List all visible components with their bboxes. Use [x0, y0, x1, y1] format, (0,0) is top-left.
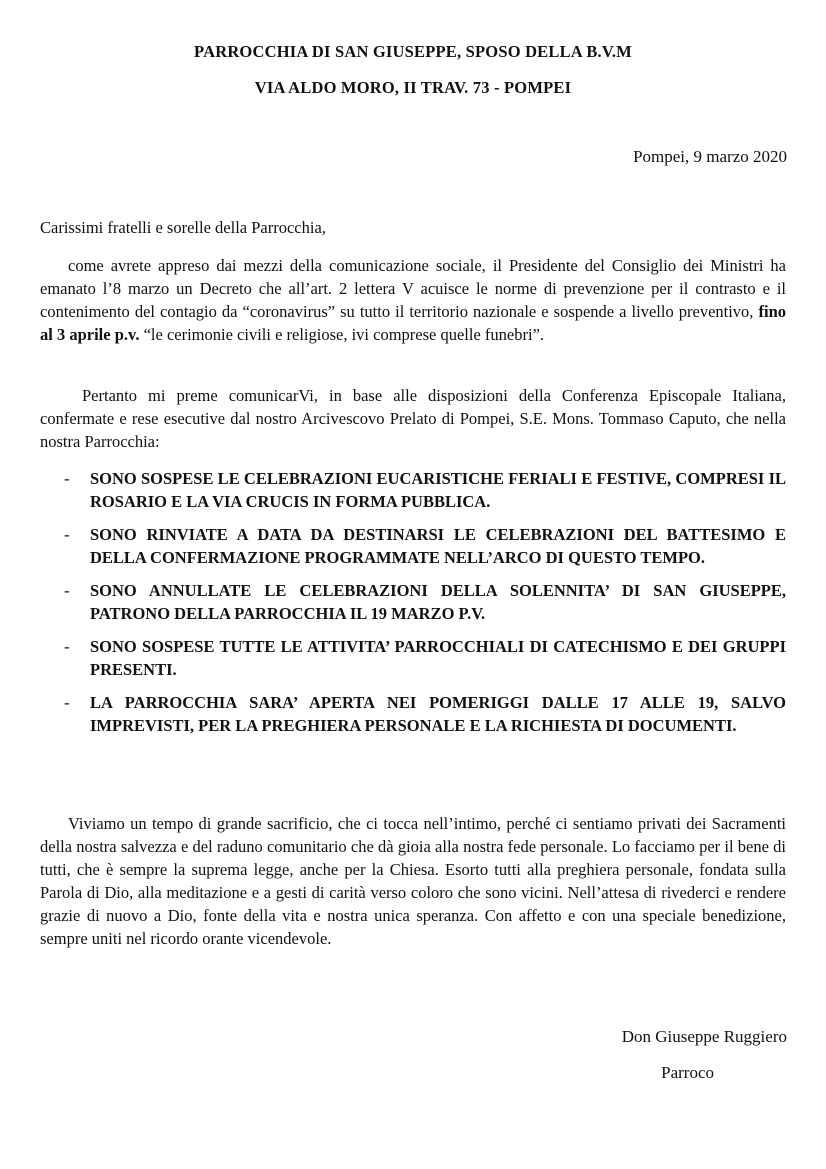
parish-name-heading: PARROCCHIA DI SAN GIUSEPPE, SPOSO DELLA B.V.M: [194, 42, 632, 61]
list-item: [40, 579, 786, 625]
letter-date: Pompei, 9 marzo 2020: [633, 147, 787, 166]
parish-address-heading: VIA ALDO MORO, II TRAV. 73 - POMPEI: [254, 78, 572, 97]
list-item-marker: -: [64, 469, 70, 488]
list-item-marker: -: [64, 525, 70, 544]
paragraph-announcement: Pertanto mi preme comunicarVi, in base alle disposizioni della Conferenza Episcopale Italiana, confermate e rese esecutive dal nostro Arcivescovo Prelato di Pompei, S.E. Mons. Tommaso Caputo, che nella nostra Parrocchia:: [40, 386, 786, 451]
list-item-text: SONO RINVIATE A DATA DA DESTINARSI LE CELEBRAZIONI DEL BATTESIMO E DELLA CONFERMAZIONE PROGRAMMATE NELL’ARCO DI QUESTO TEMPO.: [90, 525, 786, 567]
list-item: [40, 691, 786, 737]
paragraph-decree: [40, 254, 786, 346]
list-item: [40, 467, 786, 513]
paragraph-closing: Viviamo un tempo di grande sacrificio, che ci tocca nell’intimo, perché ci sentiamo privati dei Sacramenti della nostra salvezza e del raduno comunitario che dà gioia alla nostra fede personale. Lo facciamo per il bene di tutti, che è sempre la suprema legge, anche per la Chiesa. Esorto tutti alla preghiera personale, fondata sulla Parola di Dio, alla meditazione e a gesti di carità verso coloro che sono vicini. Nell’attesa di rivederci e rendere grazie di nuovo a Dio, fonte della vita e nostra unica speranza. Con affetto e con una speciale benedizione, sempre uniti nel ricordo orante vicendevole.: [40, 814, 786, 948]
paragraph-decree-text-end: “le cerimonie civili e religiose, ivi comprese quelle funebri”.: [139, 325, 545, 344]
paragraph-decree-bold-date: fino al 3 aprile p.v.: [40, 302, 786, 344]
list-item-text: SONO SOSPESE LE CELEBRAZIONI EUCARISTICHE FERIALI E FESTIVE, COMPRESI IL ROSARIO E LA VIA CRUCIS IN FORMA PUBBLICA.: [90, 469, 786, 511]
signature-role: Parroco: [661, 1063, 714, 1082]
list-item-marker: -: [64, 637, 70, 656]
list-item-text: SONO SOSPESE TUTTE LE ATTIVITA’ PARROCCHIALI DI CATECHISMO E DEI GRUPPI PRESENTI.: [90, 637, 786, 679]
list-item: [40, 635, 786, 681]
list-item: [40, 523, 786, 569]
measures-list: [40, 467, 786, 747]
salutation: Carissimi fratelli e sorelle della Parrocchia,: [40, 218, 326, 237]
list-item-marker: -: [64, 581, 70, 600]
paragraph-decree-text-start: come avrete appreso dai mezzi della comunicazione sociale, il Presidente del Consiglio dei Ministri ha emanato l’8 marzo un Decreto che all’art. 2 lettera V acuisce le norme di prevenzione per il contrasto e il contenimento del contagio da “coronavirus” su tutto il territorio nazionale e sospende a livello preventivo,: [40, 256, 786, 321]
list-item-text: LA PARROCCHIA SARA’ APERTA NEI POMERIGGI DALLE 17 ALLE 19, SALVO IMPREVISTI, PER LA PREGHIERA PERSONALE E LA RICHIESTA DI DOCUMENTI.: [90, 693, 786, 735]
list-item-marker: -: [64, 693, 70, 712]
signature-name: Don Giuseppe Ruggiero: [621, 1027, 787, 1046]
list-item-text: SONO ANNULLATE LE CELEBRAZIONI DELLA SOLENNITA’ DI SAN GIUSEPPE, PATRONO DELLA PARROCCHIA IL 19 MARZO P.V.: [90, 581, 786, 623]
